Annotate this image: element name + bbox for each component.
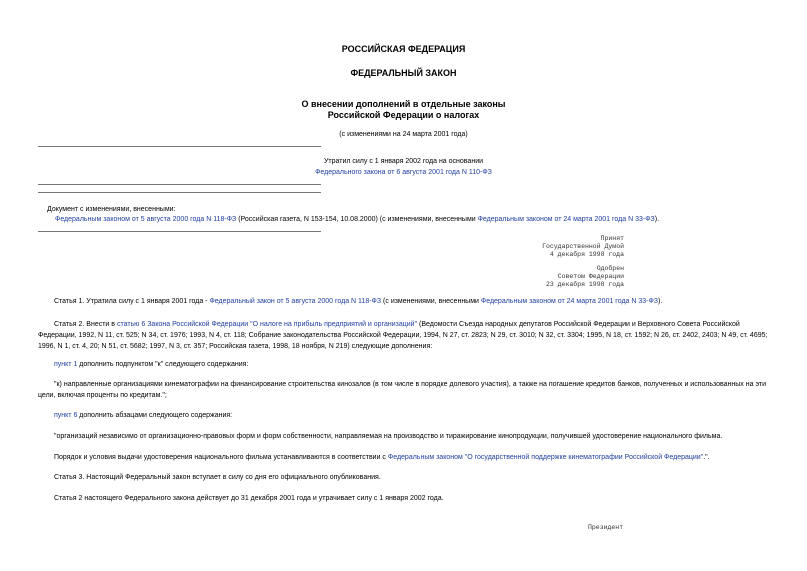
article-2: Статья 2. Внести в статью 6 Закона Российской Федерации "О налоге на прибыль предприятий и организаций" (Ведомости Съезда народных депутатов Российской Федерации и Верховного Совета Российской Федерации, 1992, N 11, ст. 525; N 34, ст. 1976; 1993, N 4, ст. 118; Собрание законодательства Российской Федерации, 1994, N 27, ст. 2823; N 29, ст. 3010; N 32, ст. 3304; 1995, N 18, ст. 1592; N 26, ст. 2402, 2403; N 49, ст. 4695; 1996, N 1, ст. 4, 20; N 51, ст. 5682; 1997, N 3, ст. 357; Российская газета, 1998, 18 ноября, N 219) следующие дополнения: bbox=[38, 321, 768, 350]
procedure: Порядок и условия выдачи удостоверения национального фильма устанавливаются в соответствии с Федеральным законом "О государственной поддержке кинематографии Российской Федерации".". bbox=[54, 454, 710, 461]
divider bbox=[38, 184, 321, 185]
amendment-link-2[interactable]: Федеральным законом от 24 марта 2001 года N 33-ФЗ bbox=[477, 216, 655, 223]
punkt-1: пункт 1 дополнить подпунктом "к" следующего содержания: bbox=[54, 361, 249, 368]
title-line-2: Российской Федерации о налогах bbox=[327, 110, 480, 120]
punkt-6: пункт 6 дополнить абзацами следующего содержания: bbox=[54, 412, 233, 419]
article-3: Статья 3. Настоящий Федеральный закон вступает в силу со дня его официального опубликования. bbox=[54, 474, 381, 481]
punkt-1-quote: "к) направленные организациями кинематографии на финансирование строительства кинозалов (в том числе в порядке долевого участия), а также на погашение кредитов банков, полученных и использованных на эти цели, включая проценты по кредитам."; bbox=[38, 381, 766, 399]
federation-heading: РОССИЙСКАЯ ФЕДЕРАЦИЯ bbox=[341, 44, 466, 54]
divider bbox=[38, 231, 321, 232]
amendments-line: Федеральным законом от 5 августа 2000 года N 118-ФЗ (Российская газета, N 153-154, 10.08.2000) (с изменениями, внесенными Федеральным законом от 24 марта 2001 года N 33-ФЗ). bbox=[55, 216, 660, 223]
article-1-link-2[interactable]: Федеральным законом от 24 марта 2001 года N 33-ФЗ bbox=[480, 298, 659, 305]
article-1: Статья 1. Утратила силу с 1 января 2001 года - Федеральный закон от 5 августа 2000 года N 118-ФЗ (с изменениями, внесенными Федеральным законом от 24 марта 2001 года N 33-ФЗ). bbox=[54, 298, 663, 305]
amendment-link-1[interactable]: Федеральным законом от 5 августа 2000 года N 118-ФЗ bbox=[55, 216, 237, 223]
title-line-1: О внесении дополнений в отдельные законы bbox=[301, 99, 506, 109]
punkt-6-link[interactable]: пункт 6 bbox=[54, 412, 78, 419]
divider bbox=[38, 146, 321, 147]
punkt-1-link[interactable]: пункт 1 bbox=[54, 361, 78, 368]
article-2-validity: Статья 2 настоящего Федерального закона действует до 31 декабря 2001 года и утрачивает силу с 1 января 2002 года. bbox=[54, 495, 444, 502]
invalidated-link[interactable]: Федерального закона от 6 августа 2001 года N 110-ФЗ bbox=[315, 169, 492, 176]
punkt-6-quote: "организаций независимо от организационно-правовых форм и форм собственности, направляемая на производство и тиражирование кинопродукции, получившей удостоверение национального фильма. bbox=[54, 433, 723, 440]
duma-adoption: Принят Государственной Думой 4 декабря 1998 года bbox=[542, 235, 624, 258]
invalidated-note: Утратил силу с 1 января 2002 года на основании bbox=[323, 158, 484, 165]
divider bbox=[38, 192, 321, 193]
procedure-link[interactable]: Федеральным законом "О государственной поддержке кинематографии Российской Федерации" bbox=[387, 454, 704, 461]
article-1-link-1[interactable]: Федеральный закон от 5 августа 2000 года N 118-ФЗ bbox=[209, 298, 382, 305]
amendments-label: Документ с изменениями, внесенными: bbox=[47, 206, 176, 213]
council-approval: Одобрен Советом Федерации 23 декабря 1998 года bbox=[545, 265, 624, 288]
signature: Президент bbox=[588, 524, 624, 531]
amended-note: (с изменениями на 24 марта 2001 года) bbox=[339, 131, 468, 138]
article-2-link[interactable]: статью 6 Закона Российской Федерации "О налоге на прибыль предприятий и организаций" bbox=[116, 321, 418, 328]
law-heading: ФЕДЕРАЛЬНЫЙ ЗАКОН bbox=[350, 68, 457, 78]
